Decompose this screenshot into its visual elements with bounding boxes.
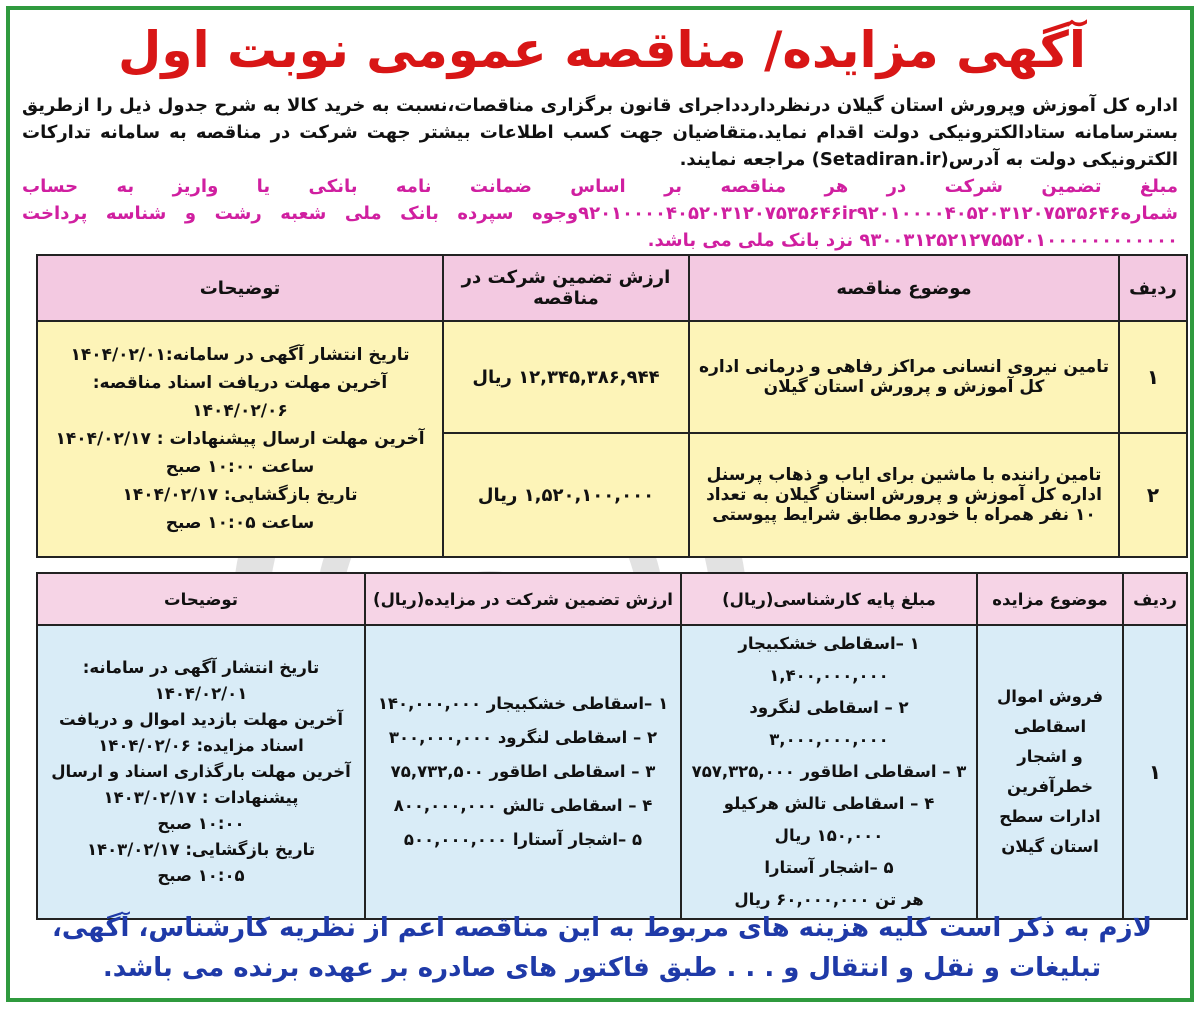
tender-header-row-number: ردیف bbox=[1119, 255, 1187, 321]
subject-line: خطرآفرین bbox=[1007, 777, 1093, 796]
tender-notes bbox=[37, 321, 443, 557]
note-line: تاریخ بازگشایی: ۱۴۰۳/۰۲/۱۷ bbox=[86, 840, 316, 859]
tender-table bbox=[36, 254, 1188, 558]
note-line: تاریخ انتشار آگهی در سامانه: bbox=[82, 658, 320, 677]
base-price-line: ۲ – اسقاطی لنگرود ۳,۰۰۰,۰۰۰,۰۰۰ bbox=[749, 698, 909, 749]
row-number: ۲ bbox=[1119, 433, 1187, 557]
base-price-line: ۱ –اسقاطی خشکبیجار ۱,۴۰۰,۰۰۰,۰۰۰ bbox=[738, 634, 920, 685]
guarantee-line: ۴ – اسقاطی تالش ۸۰۰,۰۰۰,۰۰۰ bbox=[393, 796, 653, 815]
auction-header-row-number: ردیف bbox=[1123, 573, 1187, 625]
note-line: آخرین مهلت دریافت اسناد مناقصه: bbox=[92, 373, 388, 393]
subject-line: اسقاطی bbox=[1013, 717, 1087, 736]
row-number: ۱ bbox=[1119, 321, 1187, 433]
note-line: آخرین مهلت بارگذاری اسناد و ارسال bbox=[51, 762, 351, 781]
auction-header-base: مبلغ پایه کارشناسی(ریال) bbox=[681, 573, 977, 625]
auction-subject bbox=[977, 625, 1123, 919]
note-line: ۱۴۰۴/۰۲/۰۱ bbox=[154, 684, 248, 703]
tender-subject: تامین راننده با ماشین برای ایاب و ذهاب پرسنل اداره کل آموزش و پرورش استان گیلان به تعداد ۱۰ نفر همراه با خودرو مطابق شرایط پیوستی bbox=[689, 433, 1119, 557]
auction-header-notes: توضیحات bbox=[37, 573, 365, 625]
auction-guarantees bbox=[365, 625, 681, 919]
subject-line: فروش اموال bbox=[996, 687, 1104, 706]
auction-header-subject: موضوع مزایده bbox=[977, 573, 1123, 625]
note-line: پیشنهادات : ۱۴۰۳/۰۲/۱۷ bbox=[103, 788, 299, 807]
base-price-line: ۴ – اسقاطی تالش هرکیلو ۱۵۰,۰۰۰ ریال bbox=[723, 794, 935, 845]
note-line: ساعت ۱۰:۰۵ صبح bbox=[165, 513, 315, 533]
tender-header-row bbox=[37, 255, 1187, 321]
intro-text bbox=[22, 92, 1178, 254]
auction-header-row bbox=[37, 573, 1187, 625]
guarantee-line: ۱ –اسقاطی خشکبیجار ۱۴۰,۰۰۰,۰۰۰ bbox=[377, 694, 669, 713]
note-line: تاریخ بازگشایی: ۱۴۰۴/۰۲/۱۷ bbox=[122, 485, 358, 505]
subject-line: و اشجار bbox=[1017, 747, 1083, 766]
guarantee-line: ۵ –اشجار آستارا ۵۰۰,۰۰۰,۰۰۰ bbox=[403, 830, 643, 849]
base-price-line: هر تن ۶۰,۰۰۰,۰۰۰ ریال bbox=[734, 890, 924, 909]
note-line: تاریخ انتشار آگهی در سامانه:۱۴۰۴/۰۲/۰۱ bbox=[70, 345, 410, 365]
note-line: ساعت ۱۰:۰۰ صبح bbox=[165, 457, 315, 477]
base-price-line: ۳ – اسقاطی اطاقور ۷۵۷,۳۲۵,۰۰۰ bbox=[691, 762, 967, 781]
guarantee-line: ۲ – اسقاطی لنگرود ۳۰۰,۰۰۰,۰۰۰ bbox=[388, 728, 658, 747]
note-line: اسناد مزایده: ۱۴۰۴/۰۲/۰۶ bbox=[98, 736, 304, 755]
base-price-line: ۵ –اشجار آستارا bbox=[764, 858, 894, 877]
tender-subject: تامین نیروی انسانی مراکز رفاهی و درمانی اداره کل آموزش و پرورش استان گیلان bbox=[689, 321, 1119, 433]
auction-header-guarantee: ارزش تضمین شرکت در مزایده(ریال) bbox=[365, 573, 681, 625]
note-line: آخرین مهلت ارسال پیشنهادات : ۱۴۰۴/۰۲/۱۷ bbox=[55, 429, 425, 449]
page-title: آگهی مزایده/ مناقصه عمومی نوبت اول bbox=[118, 21, 1086, 79]
tender-guarantee: ۱۲,۳۴۵,۳۸۶,۹۴۴ ریال bbox=[443, 321, 689, 433]
auction-table bbox=[36, 572, 1188, 920]
guarantee-line: ۳ – اسقاطی اطاقور ۷۵,۷۳۲,۵۰۰ bbox=[390, 762, 656, 781]
tender-header-notes: توضیحات bbox=[37, 255, 443, 321]
tender-guarantee: ۱,۵۲۰,۱۰۰,۰۰۰ ریال bbox=[443, 433, 689, 557]
auction-base-prices bbox=[681, 625, 977, 919]
tender-header-guarantee: ارزش تضمین شرکت در مناقصه bbox=[443, 255, 689, 321]
footer-note: لازم به ذکر است کلیه هزینه های مربوط به این مناقصه اعم از نظریه کارشناس، آگهی، تبلیغات و نقل و انتقال و . . . طبق فاکتور های صادره بر عهده برنده می باشد. bbox=[52, 913, 1152, 983]
auction-notes bbox=[37, 625, 365, 919]
row-number: ۱ bbox=[1123, 625, 1187, 919]
tender-header-subject: موضوع مناقصه bbox=[689, 255, 1119, 321]
note-line: آخرین مهلت بازدید اموال و دریافت bbox=[58, 710, 344, 729]
guarantee-paragraph: مبلغ تضمین شرکت در هر مناقصه بر اساس ضمانت نامه بانکی یا واریز به حساب شماره۹۲۰۱۰۰۰۰۴۰۵۲۰۳۱۲۰۷۵۳۵۶۴۶ir۹۲۰۱۰۰۰۰۴۰۵۲۰۳۱۲۰۷۵۳۵۶۴۶وجوه سپرده بانک ملی شعبه رشت و شناسه پرداخت ۹۳۰۰۳۱۲۵۲۱۲۷۵۵۲۰۱۰۰۰۰۰۰۰۰۰۰۰۰ نزد بانک ملی می باشد. bbox=[22, 176, 1178, 251]
table-row bbox=[37, 625, 1187, 919]
note-line: ۱۰:۰۵ صبح bbox=[157, 866, 245, 885]
intro-paragraph: اداره کل آموزش وپرورش استان گیلان درنظرداردداجرای قانون برگزاری مناقصات،نسبت به خرید کالا به شرح جدول ذیل را ازطریق بسترسامانه ستادالکترونیکی دولت اقدام نماید.متقاضیان جهت کسب اطلاعات بیشتر جهت شرکت در مناقصه به سامانه تدارکات الکترونیکی دولت به آدرس(Setadiran.ir) مراجعه نمایند. bbox=[22, 95, 1178, 170]
table-row bbox=[37, 321, 1187, 433]
note-line: ۱۰:۰۰ صبح bbox=[157, 814, 245, 833]
subject-line: استان گیلان bbox=[1001, 837, 1099, 856]
note-line: ۱۴۰۴/۰۲/۰۶ bbox=[192, 401, 288, 421]
subject-line: ادارات سطح bbox=[999, 807, 1101, 826]
